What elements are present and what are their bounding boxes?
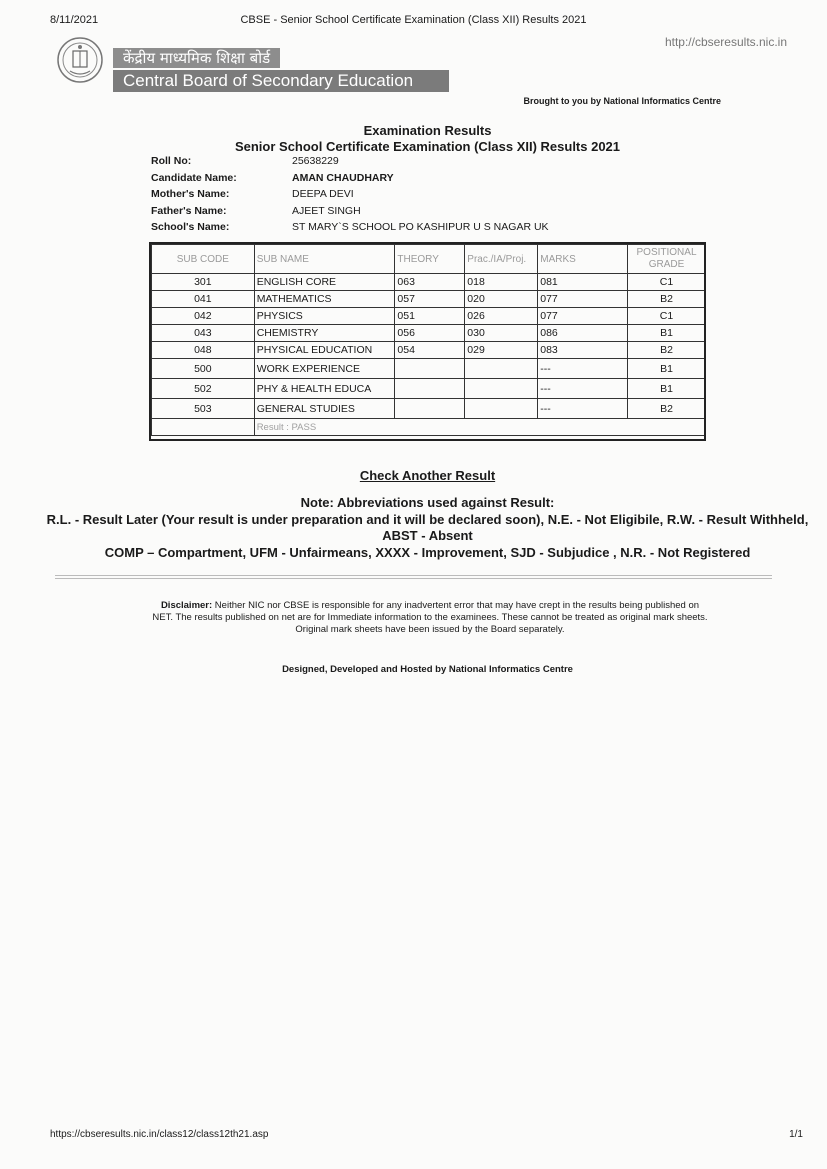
sub-code: 500 xyxy=(152,359,255,379)
sub-name: PHY & HEALTH EDUCA xyxy=(254,379,395,399)
school-name-row xyxy=(151,221,549,238)
theory-marks xyxy=(395,379,465,399)
practical-marks: 030 xyxy=(465,325,538,342)
board-name-english: Central Board of Secondary Education xyxy=(113,70,449,92)
table-row xyxy=(152,399,706,419)
father-name-value: AJEET SINGH xyxy=(292,204,361,217)
check-another-result-link[interactable]: Check Another Result xyxy=(359,468,496,483)
mother-name-label: Mother's Name: xyxy=(151,188,230,200)
total-marks: 083 xyxy=(538,342,628,359)
print-page-title: CBSE - Senior School Certificate Examination (Class XII) Results 2021 xyxy=(240,14,587,26)
marks-table-header xyxy=(152,245,706,274)
practical-marks xyxy=(465,359,538,379)
sub-code: 042 xyxy=(152,308,255,325)
table-row xyxy=(152,308,706,325)
mother-name-row xyxy=(151,188,549,205)
sub-name: GENERAL STUDIES xyxy=(254,399,395,419)
header-theory: THEORY xyxy=(395,245,465,274)
page-number: 1/1 xyxy=(789,1129,803,1140)
theory-marks: 054 xyxy=(395,342,465,359)
practical-marks: 018 xyxy=(465,274,538,291)
print-date: 8/11/2021 xyxy=(50,14,99,26)
positional-grade: B2 xyxy=(628,399,706,419)
father-name-label: Father's Name: xyxy=(151,204,227,217)
table-row xyxy=(152,342,706,359)
practical-marks: 029 xyxy=(465,342,538,359)
table-row xyxy=(152,359,706,379)
theory-marks: 051 xyxy=(395,308,465,325)
result-row xyxy=(152,419,706,436)
sub-code: 502 xyxy=(152,379,255,399)
practical-marks xyxy=(465,379,538,399)
header-grade-line2: GRADE xyxy=(648,259,685,270)
school-name-value: ST MARY`S SCHOOL PO KASHIPUR U S NAGAR UK xyxy=(292,221,549,233)
school-name-label: School's Name: xyxy=(151,221,230,233)
positional-grade: B1 xyxy=(628,359,706,379)
positional-grade: C1 xyxy=(628,308,706,325)
note-abbreviations-1: R.L. - Result Later (Your result is under preparation and it will be declared soon), N.E. - Not Eligibile, R.W. - Result Withheld, ABST - Absent xyxy=(46,512,809,543)
divider xyxy=(55,575,772,579)
disclaimer xyxy=(150,600,710,636)
sub-code: 048 xyxy=(152,342,255,359)
positional-grade: B1 xyxy=(628,379,706,399)
board-name-hindi: केंद्रीय माध्यमिक शिक्षा बोर्ड xyxy=(113,48,280,68)
header-marks: MARKS xyxy=(538,245,628,274)
practical-marks: 020 xyxy=(465,291,538,308)
table-row xyxy=(152,274,706,291)
roll-no-label: Roll No: xyxy=(151,155,192,167)
note-heading: Note: Abbreviations used against Result: xyxy=(300,495,555,510)
roll-no-value: 25638229 xyxy=(292,155,339,167)
header-sub-code: SUB CODE xyxy=(152,245,255,274)
note-abbreviations-2: COMP – Compartment, UFM - Unfairmeans, XXXX - Improvement, SJD - Subjudice , N.R. - Not Registered xyxy=(104,545,751,560)
sub-code: 301 xyxy=(152,274,255,291)
total-marks: 081 xyxy=(538,274,628,291)
theory-marks: 057 xyxy=(395,291,465,308)
sub-name: ENGLISH CORE xyxy=(254,274,395,291)
disclaimer-text: Neither NIC nor CBSE is responsible for any inadvertent error that may have crept in the results being published on NET. The results published on net are for Immediate information to the examinees. These cannot be treated as original mark sheets. Original mark sheets have been issued by the Board separately. xyxy=(152,600,708,635)
mother-name-value: DEEPA DEVI xyxy=(292,188,354,200)
result-spacer xyxy=(152,419,255,436)
exam-heading: Senior School Certificate Examination (Class XII) Results 2021 xyxy=(234,139,621,154)
candidate-name-label: Candidate Name: xyxy=(151,171,237,184)
site-url[interactable]: http://cbseresults.nic.in xyxy=(664,35,787,49)
marks-table xyxy=(151,244,706,436)
candidate-info xyxy=(151,155,549,238)
total-marks: 077 xyxy=(538,291,628,308)
positional-grade: C1 xyxy=(628,274,706,291)
header-practical: Prac./IA/Proj. xyxy=(465,245,538,274)
positional-grade: B1 xyxy=(628,325,706,342)
practical-marks: 026 xyxy=(465,308,538,325)
sub-code: 043 xyxy=(152,325,255,342)
roll-no-row xyxy=(151,155,549,172)
header-sub-name: SUB NAME xyxy=(254,245,395,274)
positional-grade: B2 xyxy=(628,291,706,308)
total-marks: 077 xyxy=(538,308,628,325)
sub-name: WORK EXPERIENCE xyxy=(254,359,395,379)
practical-marks xyxy=(465,399,538,419)
results-heading: Examination Results xyxy=(363,123,492,138)
sub-name: MATHEMATICS xyxy=(254,291,395,308)
total-marks: --- xyxy=(538,359,628,379)
candidate-name-row xyxy=(151,172,549,189)
header-grade xyxy=(628,245,706,274)
sub-name: PHYSICS xyxy=(254,308,395,325)
theory-marks xyxy=(395,359,465,379)
sub-code: 503 xyxy=(152,399,255,419)
print-footer-url: https://cbseresults.nic.in/class12/class12th21.asp xyxy=(50,1129,269,1140)
designed-by-text: Designed, Developed and Hosted by National Informatics Centre xyxy=(282,664,573,675)
cbse-emblem-icon xyxy=(56,36,104,84)
theory-marks: 056 xyxy=(395,325,465,342)
table-row xyxy=(152,291,706,308)
brought-by-text: Brought to you by National Informatics Centre xyxy=(523,96,721,106)
total-marks: --- xyxy=(538,399,628,419)
theory-marks: 063 xyxy=(395,274,465,291)
father-name-row xyxy=(151,205,549,222)
theory-marks xyxy=(395,399,465,419)
header-grade-line1: POSITIONAL xyxy=(636,247,697,258)
total-marks: 086 xyxy=(538,325,628,342)
disclaimer-label: Disclaimer: xyxy=(160,600,213,611)
sub-name: CHEMISTRY xyxy=(254,325,395,342)
total-marks: --- xyxy=(538,379,628,399)
candidate-name-value: AMAN CHAUDHARY xyxy=(292,171,394,184)
table-row xyxy=(152,325,706,342)
sub-name: PHYSICAL EDUCATION xyxy=(254,342,395,359)
positional-grade: B2 xyxy=(628,342,706,359)
result-status: Result : PASS xyxy=(254,419,705,436)
table-row xyxy=(152,379,706,399)
sub-code: 041 xyxy=(152,291,255,308)
